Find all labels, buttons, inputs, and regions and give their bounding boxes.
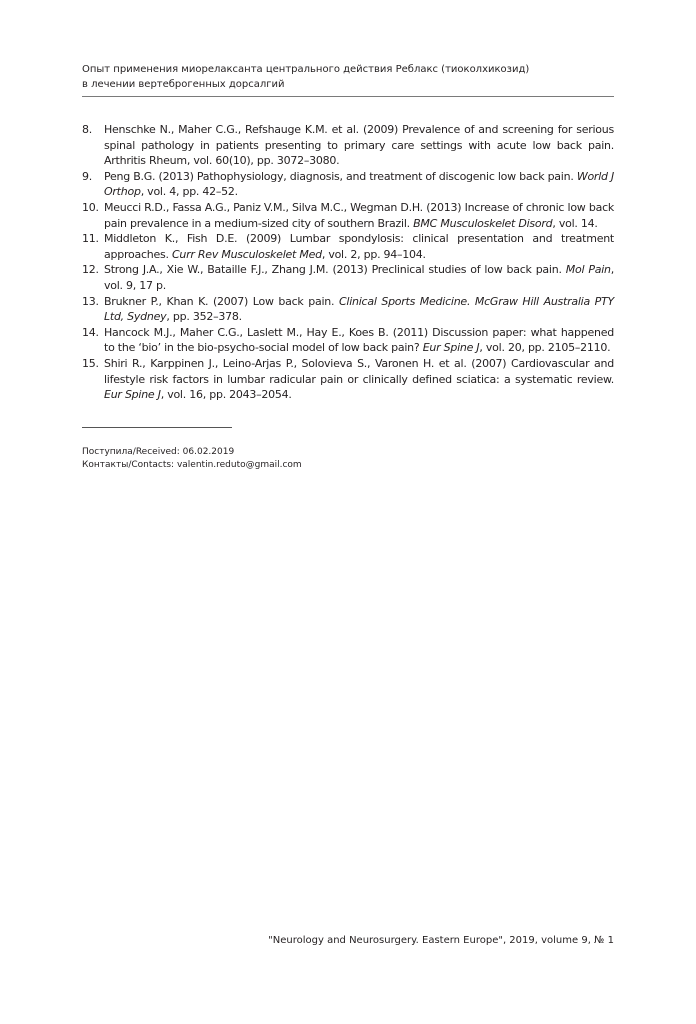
reference-details: , vol. 14.: [552, 216, 598, 230]
reference-number: 8.: [82, 123, 92, 136]
header-divider: [82, 96, 614, 97]
reference-number: 10.: [82, 200, 99, 214]
reference-journal: Eur Spine J: [422, 341, 480, 355]
reference-text: Henschke N., Maher C.G., Refshauge K.M. et al. (2009) Prevalence of and screening for serious spinal pathology in patients presenting to primary care settings with acute low back pain. Arthritis Rheum, vol. 60(10), pp. 3072–3080.: [104, 123, 614, 168]
reference-number: 12.: [82, 263, 99, 277]
reference-journal: Eur Spine J: [104, 388, 161, 402]
reference-journal: Mol Pain: [565, 263, 611, 277]
reference-details: , pp. 352–378.: [166, 310, 242, 324]
reference-journal: BMC Musculoskelet Disord: [413, 216, 553, 230]
reference-number: 14.: [82, 325, 99, 339]
reference-item: [82, 294, 614, 325]
reference-item: [82, 325, 614, 356]
reference-list: [82, 122, 614, 403]
reference-number: 9.: [82, 169, 92, 183]
reference-item: [82, 200, 614, 231]
reference-text: Peng B.G. (2013) Pathophysiology, diagnosis, and treatment of discogenic low back pain.: [104, 169, 577, 183]
reference-item: [82, 231, 614, 262]
footnote-divider: [82, 427, 232, 428]
received-date: Поступила/Received: 06.02.2019: [82, 447, 235, 457]
reference-details: , vol. 16, pp. 2043–2054.: [160, 388, 292, 402]
reference-details: , vol. 20, pp. 2105–2110.: [479, 341, 611, 355]
reference-text: Middleton K., Fish D.E. (2009) Lumbar spondylosis: clinical presentation and treatment approaches.: [104, 232, 614, 261]
reference-details: , vol. 2, pp. 94–104.: [321, 247, 426, 261]
reference-text: Strong J.A., Xie W., Bataille F.J., Zhang J.M. (2013) Preclinical studies of low back pain.: [104, 263, 566, 277]
reference-journal: Curr Rev Musculoskelet Med: [171, 247, 322, 261]
running-header-line-2: в лечении вертеброгенных дорсалгий: [82, 79, 285, 90]
reference-item: [82, 262, 614, 293]
reference-text: Hancock M.J., Maher C.G., Laslett M., Hay E., Koes B. (2011) Discussion paper: what happened to the ‘bio’ in the bio-psycho-social model of low back pain?: [104, 325, 614, 355]
reference-details: , vol. 9, 17 p.: [104, 263, 614, 292]
reference-number: 15.: [82, 356, 99, 370]
reference-text: Brukner P., Khan K. (2007) Low back pain.: [104, 294, 339, 308]
reference-text: Meucci R.D., Fassa A.G., Paniz V.M., Silva M.C., Wegman D.H. (2013) Increase of chronic low back pain prevalence in a medium-sized city of southern Brazil.: [104, 200, 614, 230]
running-header: [82, 62, 614, 92]
reference-text: Shiri R., Karppinen J., Leino-Arjas P., Solovieva S., Varonen H. et al. (2007) Cardiovascular and lifestyle risk factors in lumbar radicular pain or clinically defined sciatica: a systematic review.: [104, 356, 614, 386]
running-header-line-1: Опыт применения миорелаксанта центрального действия Реблакс (тиоколхикозид): [82, 64, 530, 75]
reference-item: [82, 169, 614, 200]
reference-journal: World J Orthop: [104, 169, 614, 199]
contact-email: Контакты/Contacts: valentin.reduto@gmail.com: [82, 459, 302, 470]
reference-item: [82, 122, 614, 169]
article-meta: [82, 446, 302, 471]
reference-number: 13.: [82, 294, 99, 308]
journal-footer: "Neurology and Neurosurgery. Eastern Europe", 2019, volume 9, № 1: [268, 935, 614, 946]
reference-item: [82, 356, 614, 403]
reference-number: 11.: [82, 232, 99, 246]
reference-journal: Clinical Sports Medicine. McGraw Hill Australia PTY Ltd, Sydney: [104, 294, 614, 324]
reference-details: , vol. 4, pp. 42–52.: [140, 185, 238, 199]
